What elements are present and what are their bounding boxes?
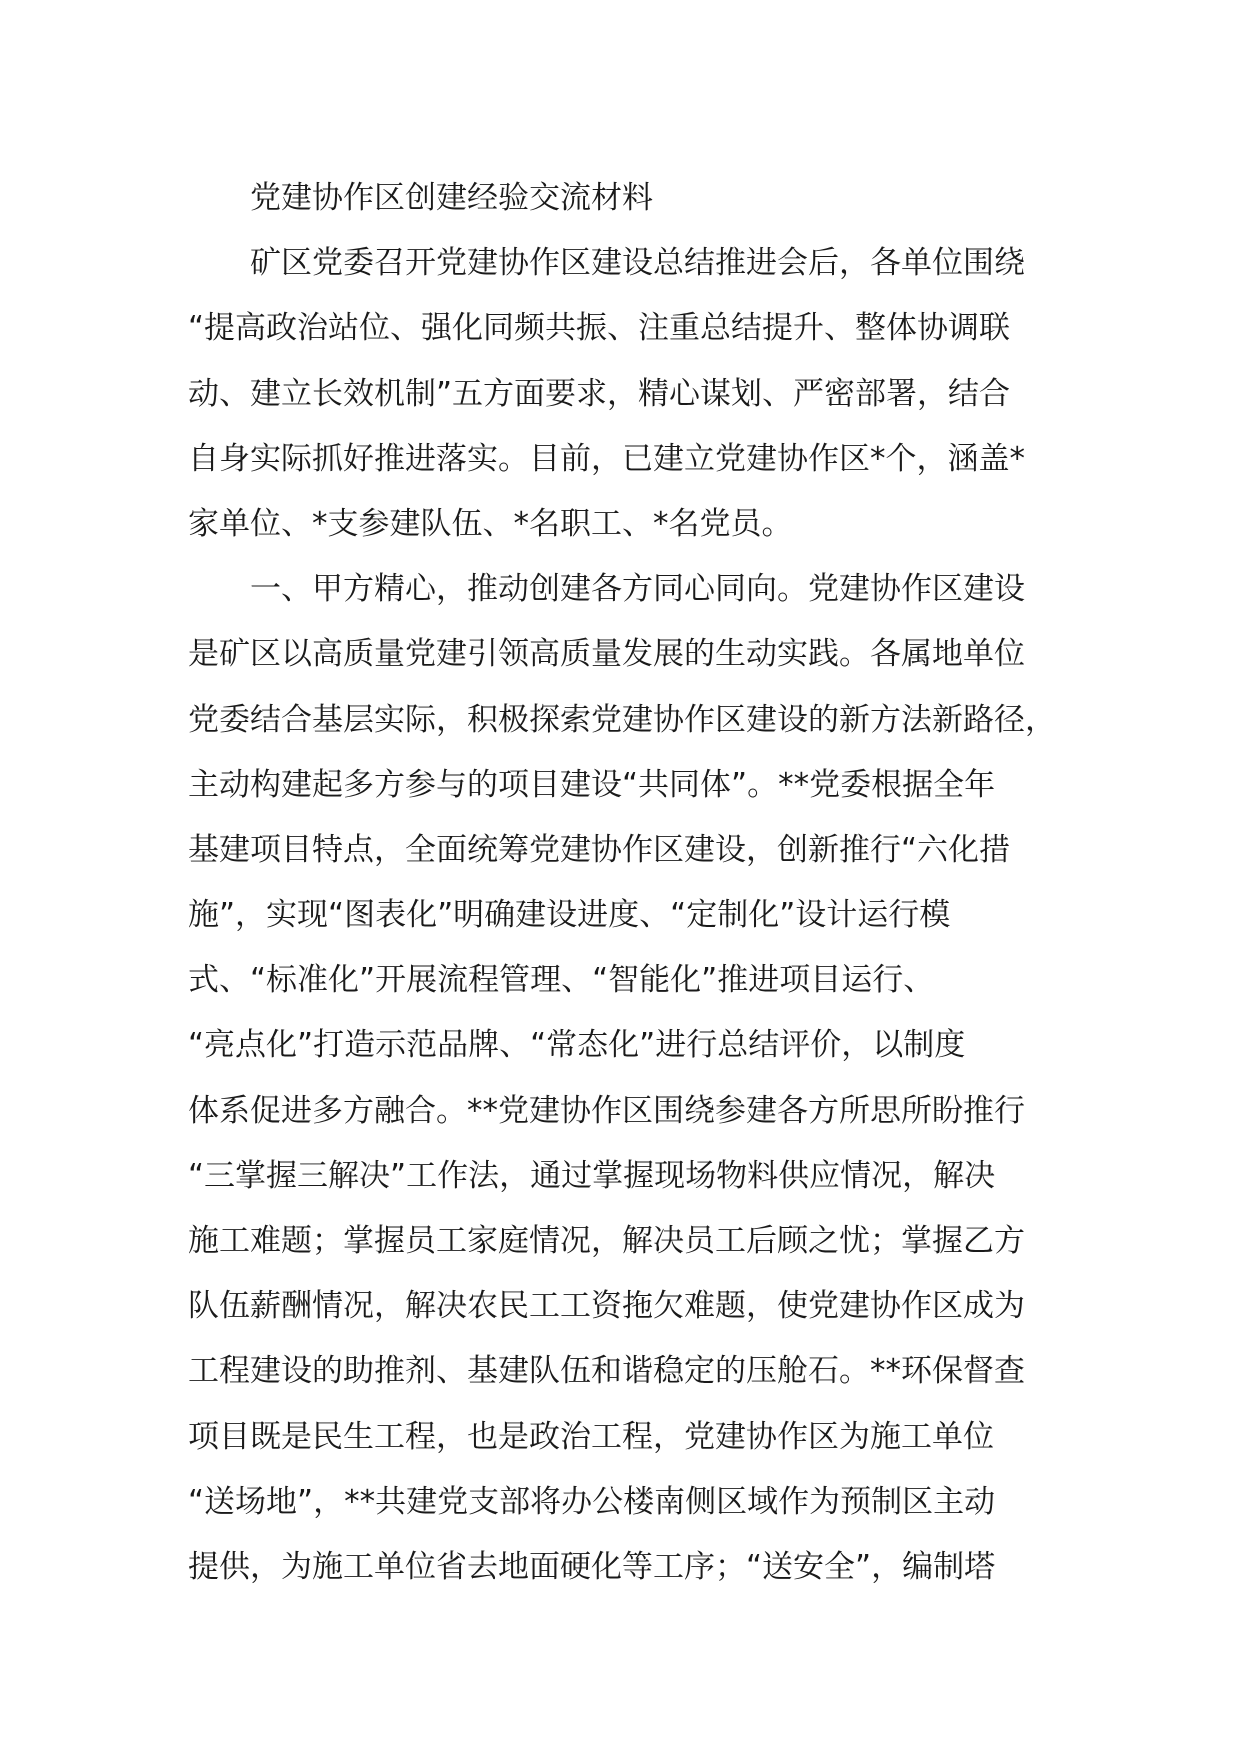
paragraph-line: 提供，为施工单位省去地面硬化等工序；“送安全”，编制塔 xyxy=(188,1548,996,1585)
paragraph-line: 式、“标准化”开展流程管理、“智能化”推进项目运行、 xyxy=(188,962,935,999)
paragraph-line: 是矿区以高质量党建引领高质量发展的生动实践。各属地单位 xyxy=(188,636,1025,673)
paragraph-line: 自身实际抓好推进落实。目前，已建立党建协作区*个，涵盖* xyxy=(188,440,1025,477)
paragraph-line: 施”，实现“图表化”明确建设进度、“定制化”设计运行模 xyxy=(188,897,951,934)
paragraph-line: 基建项目特点，全面统筹党建协作区建设，创新推行“六化措 xyxy=(188,831,1011,868)
section-heading-line: 一、甲方精心，推动创建各方同心同向。党建协作区建设 xyxy=(250,571,1025,608)
document-body xyxy=(188,166,1068,1600)
paragraph-line: 主动构建起多方参与的项目建设“共同体”。**党委根据全年 xyxy=(188,766,996,803)
paragraph-line: 家单位、*支参建队伍、*名职工、*名党员。 xyxy=(188,505,793,542)
paragraph-line: 体系促进多方融合。**党建协作区围绕参建各方所思所盼推行 xyxy=(188,1092,1025,1129)
paragraph-line: 矿区党委召开党建协作区建设总结推进会后，各单位围绕 xyxy=(250,245,1025,282)
document-title: 党建协作区创建经验交流材料 xyxy=(250,180,653,216)
paragraph-line: 工程建设的助推剂、基建队伍和谐稳定的压舱石。**环保督查 xyxy=(188,1353,1025,1390)
paragraph-line: 动、建立长效机制”五方面要求，精心谋划、严密部署，结合 xyxy=(188,375,1011,412)
paragraph-line: 党委结合基层实际，积极探索党建协作区建设的新方法新路径， xyxy=(188,701,1056,738)
paragraph-line: 施工难题；掌握员工家庭情况，解决员工后顾之忧；掌握乙方 xyxy=(188,1223,1025,1259)
paragraph-line: “送场地”，**共建党支部将办公楼南侧区域作为预制区主动 xyxy=(188,1483,996,1520)
paragraph-line: 队伍薪酬情况，解决农民工工资拖欠难题，使党建协作区成为 xyxy=(188,1288,1025,1325)
paragraph-line: “亮点化”打造示范品牌、“常态化”进行总结评价，以制度 xyxy=(188,1027,966,1064)
paragraph-line: “提高政治站位、强化同频共振、注重总结提升、整体协调联 xyxy=(188,310,1011,347)
paragraph-line: “三掌握三解决”工作法，通过掌握现场物料供应情况，解决 xyxy=(188,1157,996,1194)
paragraph-line: 项目既是民生工程，也是政治工程，党建协作区为施工单位 xyxy=(188,1418,994,1455)
